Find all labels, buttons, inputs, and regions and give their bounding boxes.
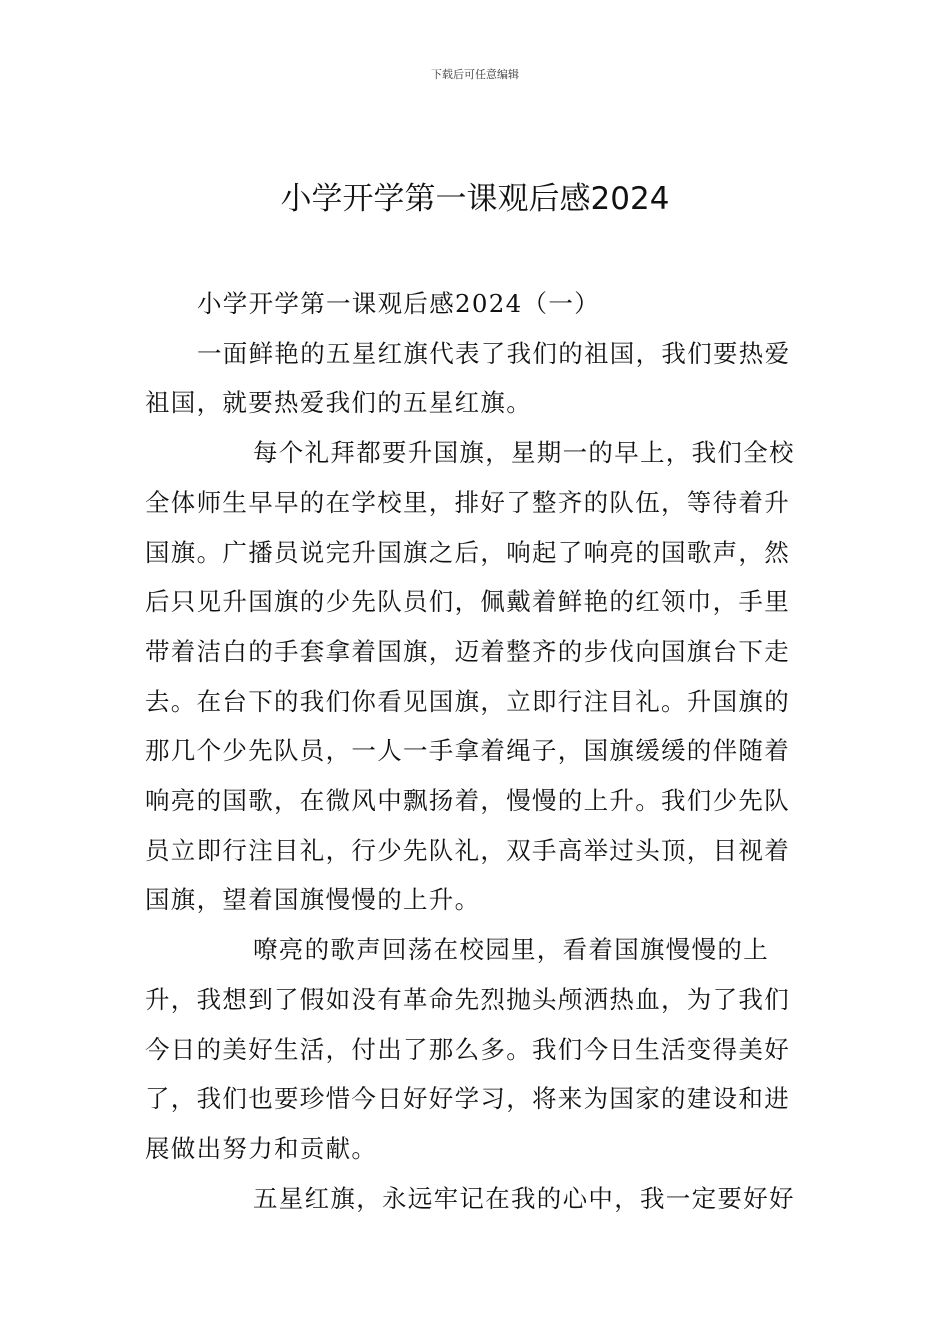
paragraph-1: 一面鲜艳的五星红旗代表了我们的祖国，我们要热爱祖国，就要热爱我们的五星红旗。 <box>145 338 791 418</box>
paragraph-3: 嘹亮的歌声回荡在校园里，看着国旗慢慢的上升，我想到了假如没有革命先烈抛头颅洒热血，为了我们今日的美好生活，付出了那么多。我们今日生活变得美好了，我们也要珍惜今日好好学习，将来为国家的建设和进展做出努力和贡献。 <box>145 935 790 1163</box>
section-subheading: 小学开学第一课观后感2024（一） <box>197 289 600 318</box>
document-title: 小学开学第一课观后感2024 <box>280 181 670 217</box>
header-note: 下载后可任意编辑 <box>431 68 519 81</box>
paragraph-2: 每个礼拜都要升国旗，星期一的早上，我们全校全体师生早早的在学校里，排好了整齐的队伍，等待着升国旗。广播员说完升国旗之后，响起了响亮的国歌声，然后只见升国旗的少先队员们，佩戴着鲜艳的红领巾，手里带着洁白的手套拿着国旗，迈着整齐的步伐向国旗台下走去。在台下的我们你看见国旗，立即行注目礼。升国旗的那几个少先队员，一人一手拿着绳子，国旗缓缓的伴随着响亮的国歌，在微风中飘扬着，慢慢的上升。我们少先队员立即行注目礼，行少先队礼，双手高举过头顶，目视着国旗，望着国旗慢慢的上升。 <box>145 438 795 915</box>
document-body <box>145 279 815 1223</box>
paragraph-4: 五星红旗，永远牢记在我的心中，我一定要好好 <box>253 1183 795 1213</box>
